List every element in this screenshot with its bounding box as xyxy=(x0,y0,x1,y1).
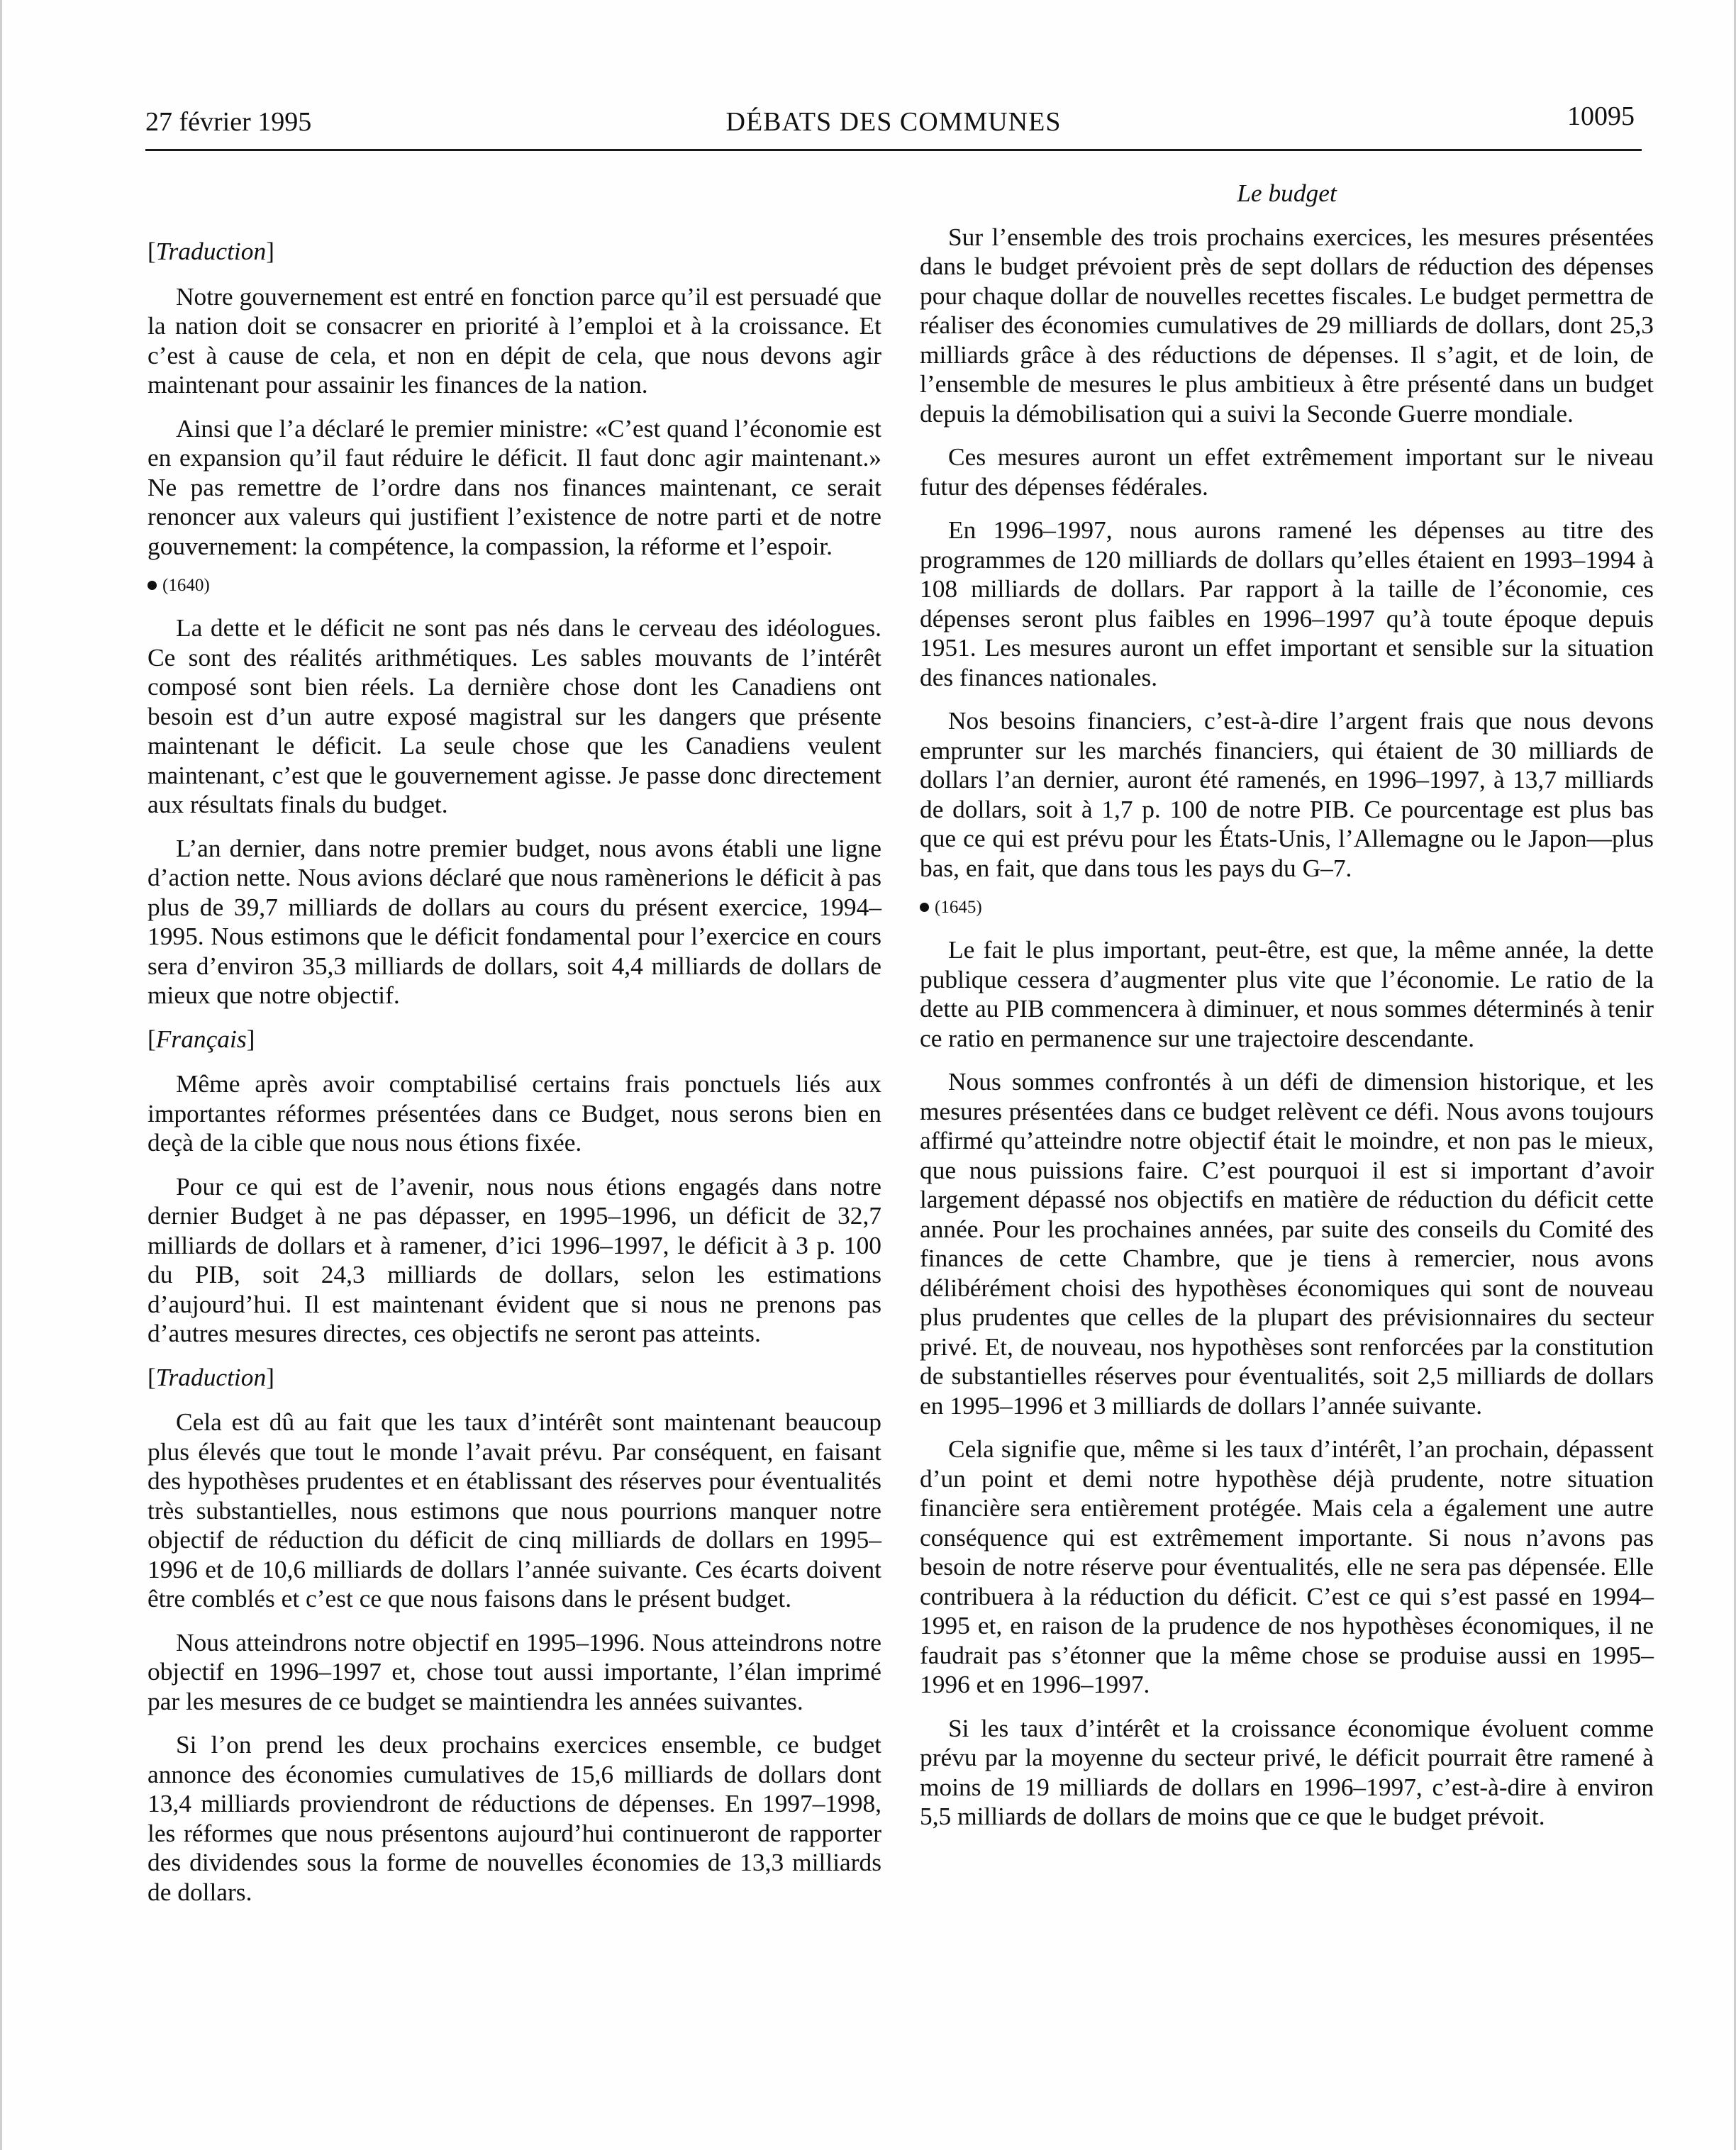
paragraph: Même après avoir comptabilisé certains frais ponctuels liés aux importantes réformes présentées dans ce Budget, nous serons bien en deçà de la cible que nous nous étions fixée. xyxy=(148,1069,881,1157)
paragraph: En 1996–1997, nous aurons ramené les dépenses au titre des programmes de 120 milliards de dollars qu’elles étaient en 1993–1994 à 108 milliards de dollars. Par rapport à la taille de l’économie, ces dépenses seront plus faibles en 1996–1997 qu’à toute époque depuis 1951. Les mesures auront un effet important et sensible sur la situation des finances nationales. xyxy=(920,516,1654,691)
paragraph: Si les taux d’intérêt et la croissance économique évoluent comme prévu par la moyenne du secteur privé, le déficit pourrait être ramené à moins de 19 milliards de dollars en 1996–1997, c’est-à-dire à environ 5,5 milliards de dollars de moins que ce que le budget prévoit. xyxy=(920,1713,1654,1830)
paragraph: Si l’on prend les deux prochains exercices ensemble, ce budget annonce des économies cumulatives de 15,6 milliards de dollars dont 13,4 milliards proviendront de réductions de dépenses. En 1997–1998, les réformes que nous présentons aujourd’hui continueront de rapporter des dividendes sous la forme de nouvelles économies de 13,3 milliards de dollars. xyxy=(148,1730,881,1906)
paragraph: L’an dernier, dans notre premier budget, nous avons établi une ligne d’action nette. Nous avions déclaré que nous ramènerions le déficit à pas plus de 39,7 milliards de dollars au cours du présent exercice, 1994–1995. Nous estimons que le déficit fondamental pour l’exercice en cours sera d’environ 35,3 milliards de dollars, soit 4,4 milliards de dollars de mieux que notre objectif. xyxy=(148,833,881,1009)
page-header xyxy=(145,101,1642,151)
bullet-icon xyxy=(148,581,157,590)
language-tag-label: Français xyxy=(155,1024,247,1053)
language-tag: [Français] xyxy=(148,1024,255,1053)
paragraph: Ces mesures auront un effet extrêmement important sur le niveau futur des dépenses fédérales. xyxy=(920,442,1654,501)
time-marker xyxy=(920,897,1654,918)
paragraph: Nous atteindrons notre objectif en 1995–1996. Nous atteindrons notre objectif en 1996–1997 et, chose tout aussi importante, l’élan imprimé par les mesures de ce budget se maintiendra les années suivantes. xyxy=(148,1627,881,1715)
header-page-number: 10095 xyxy=(1567,101,1635,131)
paragraph: La dette et le déficit ne sont pas nés dans le cerveau des idéologues. Ce sont des réalités arithmétiques. Les sables mouvants de l’intérêt composé sont bien réels. La dernière chose dont les Canadiens ont besoin est d’un autre exposé magistral sur les dangers que présente maintenant le déficit. La seule chose que les Canadiens veulent maintenant, c’est que le gouvernement agisse. Je passe donc directement aux résultats finals du budget. xyxy=(148,613,881,818)
language-tag-label: Traduction xyxy=(155,1362,267,1391)
scan-edge-left xyxy=(0,0,2,2150)
header-title: DÉBATS DES COMMUNES xyxy=(725,107,1062,137)
paragraph: Pour ce qui est de l’avenir, nous nous étions engagés dans notre dernier Budget à ne pas dépasser, en 1995–1996, un déficit de 32,7 milliards de dollars et à ramener, d’ici 1996–1997, le déficit à 3 p. 100 du PIB, soit 24,3 milliards de dollars, selon les estimations d’aujourd’hui. Il est maintenant évident que si nous ne prenons pas d’autres mesures directes, ces objectifs ne seront pas atteints. xyxy=(148,1171,881,1347)
time-marker xyxy=(148,575,881,596)
right-column xyxy=(920,179,1654,1846)
paragraph: Sur l’ensemble des trois prochains exercices, les mesures présentées dans le budget prévoient près de sept dollars de réduction des dépenses pour chaque dollar de nouvelles recettes fiscales. Le budget permettra de réaliser des économies cumulatives de 29 milliards de dollars, dont 25,3 milliards grâce à des réductions de dépenses. Il s’agit, et de loin, de l’ensemble de mesures le plus ambitieux à être présenté dans un budget depuis la démobilisation qui a suivi la Seconde Guerre mondiale. xyxy=(920,222,1654,428)
paragraph: Notre gouvernement est entré en fonction parce qu’il est persuadé que la nation doit se consacrer en priorité à l’emploi et à la croissance. Et c’est à cause de cela, et non en dépit de cela, que nous devons agir maintenant pour assainir les finances de la nation. xyxy=(148,282,881,399)
paragraph: Cela signifie que, même si les taux d’intérêt, l’an prochain, dépassent d’un point et demi notre hypothèse déjà prudente, notre situation financière sera entièrement protégée. Mais cela a également une autre conséquence qui est extrêmement importante. Si nous n’avons pas besoin de notre réserve pour éventualités, elle ne sera pas dépensée. Elle contribuera à la réduction du déficit. C’est ce qui s’est passé en 1994–1995 et, en raison de la prudence de nos hypothèses économiques, il ne faudrait pas s’étonner que la même chose se produise aussi en 1995–1996 et en 1996–1997. xyxy=(920,1435,1654,1698)
paragraph: Nous sommes confrontés à un défi de dimension historique, et les mesures présentées dans ce budget relèvent ce défi. Nous avons toujours affirmé qu’atteindre notre objectif était le moindre, et non pas le mieux, que nous puissions faire. C’est pourquoi il est si important d’avoir largement dépassé nos objectifs en matière de réduction du déficit cette année. Pour les prochaines années, par suite des conseils du Comité des finances de cette Chambre, que je tiens à remercier, nous avons délibérément choisi des hypothèses économiques qui sont de nouveau plus prudentes que celles de la plupart des prévisionnaires du secteur privé. Et, de nouveau, nos hypothèses sont renforcées par la constitution de substantielles réserves pour éventualités, soit 2,5 milliards de dollars en 1995–1996 et 3 milliards de dollars l’année suivante. xyxy=(920,1067,1654,1420)
paragraph: Ainsi que l’a déclaré le premier ministre: «C’est quand l’économie est en expansion qu’il faut réduire le déficit. Il faut donc agir maintenant.» Ne pas remettre de l’ordre dans nos finances maintenant, ce serait renoncer aux valeurs qui justifient l’existence de notre parti et de notre gouvernement: la compétence, la compassion, la réforme et l’espoir. xyxy=(148,413,881,560)
bullet-icon xyxy=(920,903,929,912)
paragraph: Le fait le plus important, peut-être, est que, la même année, la dette publique cessera d’augmenter plus vite que l’économie. Le ratio de la dette au PIB commencera à diminuer, et nous sommes déterminés à tenir ce ratio en permanence sur une trajectoire descendante. xyxy=(920,935,1654,1052)
paragraph: Nos besoins financiers, c’est-à-dire l’argent frais que nous devons emprunter sur les marchés financiers, qui étaient de 30 milliards de dollars l’an dernier, auront été ramenés, en 1996–1997, à 13,7 milliards de dollars, soit à 1,7 p. 100 de notre PIB. Ce pourcentage est plus bas que ce qui est prévu pour les États-Unis, l’Allemagne ou le Japon—plus bas, en fait, que dans tous les pays du G–7. xyxy=(920,706,1654,882)
header-date: 27 février 1995 xyxy=(145,107,312,137)
paragraph: Cela est dû au fait que les taux d’intérêt sont maintenant beaucoup plus élevés que tout le monde l’avait prévu. Par conséquent, en faisant des hypothèses prudentes et en établissant des réserves pour éventualités très substantielles, nous estimons que nous pourrions manquer notre objectif de réduction du déficit de cinq milliards de dollars en 1995–1996 et de 10,6 milliards de dollars l’année suivante. Ces écarts doivent être comblés et c’est ce que nous faisons dans le présent budget. xyxy=(148,1408,881,1612)
time-marker-label: (1645) xyxy=(935,898,982,917)
left-column xyxy=(148,237,881,1921)
time-marker-label: (1640) xyxy=(162,576,210,595)
language-tag: [Traduction] xyxy=(148,237,274,265)
section-heading: Le budget xyxy=(1237,179,1337,207)
language-tag-label: Traduction xyxy=(155,237,267,265)
language-tag: [Traduction] xyxy=(148,1362,274,1391)
